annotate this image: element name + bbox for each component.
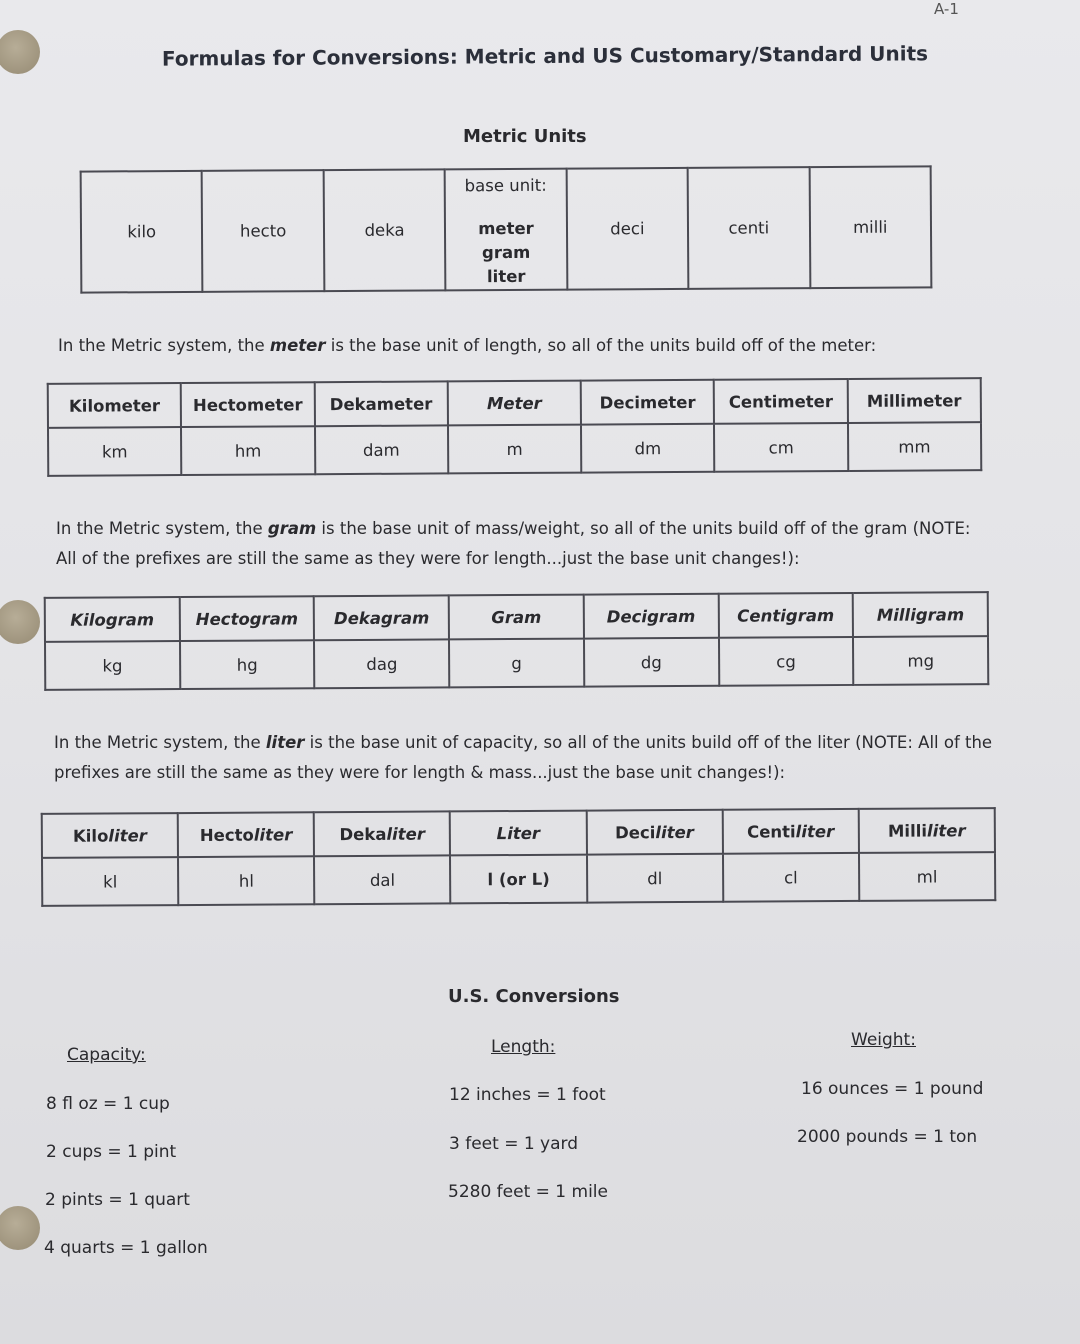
prefix-cell: deci — [566, 168, 688, 290]
unit-name: Centimeter — [714, 379, 848, 424]
unit-abbr: l (or L) — [450, 855, 586, 904]
unit-abbr: dal — [314, 855, 450, 904]
unit-name: Kiloliter — [42, 813, 178, 858]
unit-name: Deciliter — [586, 810, 722, 855]
length-item: 12 inches = 1 foot — [449, 1085, 606, 1105]
binder-hole-top — [0, 30, 40, 74]
unit-name: Dekagram — [314, 595, 449, 640]
base-unit-liter: liter — [486, 266, 526, 287]
unit-name: Millimeter — [847, 378, 981, 423]
unit-abbr: kl — [42, 857, 178, 906]
us-conversions-heading: U.S. Conversions — [448, 986, 620, 1007]
unit-abbr: m — [448, 425, 582, 474]
binder-hole-bottom — [0, 1206, 40, 1250]
unit-abbr: g — [449, 639, 584, 688]
unit-abbr: hl — [178, 856, 314, 905]
length-intro: In the Metric system, the meter is the base unit of length, so all of the units build off of the meter: — [58, 336, 877, 355]
weight-item: 2000 pounds = 1 ton — [797, 1127, 978, 1147]
unit-abbr: dl — [587, 854, 723, 903]
unit-name: Decigram — [584, 594, 719, 639]
capacity-item: 8 fl oz = 1 cup — [46, 1094, 170, 1114]
weight-label: Weight: — [851, 1030, 916, 1050]
prefix-cell: centi — [688, 167, 810, 289]
capacity-table — [41, 807, 997, 907]
unit-name: Decimeter — [581, 380, 715, 425]
unit-name: Hectometer — [181, 382, 315, 427]
mass-intro: In the Metric system, the gram is the base unit of mass/weight, so all of the units build off of the gram (NOTE: All of the prefixes are still the same as they were for length...just the base unit changes!): — [56, 519, 971, 568]
base-unit-label: base unit: — [464, 175, 547, 196]
unit-abbr: ml — [859, 852, 995, 901]
unit-name: Kilogram — [45, 597, 180, 642]
unit-name: Dekaliter — [314, 811, 450, 856]
unit-name: Milliliter — [859, 808, 995, 853]
weight-item: 16 ounces = 1 pound — [801, 1079, 984, 1099]
binder-hole-middle — [0, 600, 40, 644]
length-item: 5280 feet = 1 mile — [448, 1182, 608, 1202]
prefix-cell: hecto — [202, 170, 324, 292]
unit-name: Kilometer — [48, 383, 182, 428]
capacity-item: 4 quarts = 1 gallon — [44, 1238, 208, 1258]
unit-name: Gram — [449, 595, 584, 640]
prefix-cell: deka — [323, 169, 445, 291]
unit-abbr: dam — [315, 425, 449, 474]
unit-abbr: mg — [853, 636, 988, 685]
unit-name: Milligram — [853, 592, 988, 637]
base-unit-cell — [445, 169, 567, 291]
mass-table — [44, 591, 990, 691]
page-label: A-1 — [934, 0, 959, 18]
page-title: Formulas for Conversions: Metric and US Customary/Standard Units — [161, 41, 929, 71]
unit-abbr: kg — [45, 641, 180, 690]
capacity-item: 2 pints = 1 quart — [45, 1190, 190, 1210]
metric-units-heading: Metric Units — [463, 126, 587, 147]
unit-abbr: cl — [723, 853, 859, 902]
unit-name: Dekameter — [314, 381, 448, 426]
unit-name: Meter — [448, 381, 582, 426]
base-unit-gram: gram — [481, 242, 531, 263]
unit-abbr: dg — [584, 638, 719, 687]
unit-name: Hectogram — [179, 596, 314, 641]
unit-name: Liter — [450, 811, 586, 856]
prefix-cell: milli — [809, 166, 931, 288]
unit-abbr: mm — [848, 422, 982, 471]
unit-abbr: hm — [181, 426, 315, 475]
unit-abbr: dm — [581, 424, 715, 473]
unit-abbr: dag — [314, 639, 449, 688]
unit-abbr: cm — [714, 423, 848, 472]
length-table — [47, 377, 983, 477]
length-label: Length: — [491, 1037, 556, 1057]
unit-abbr: cg — [718, 637, 853, 686]
capacity-intro: In the Metric system, the liter is the base unit of capacity, so all of the units build off of the liter (NOTE: All of the prefixes are still the same as they were for length & mass...just the base unit changes!): — [54, 733, 993, 782]
capacity-label: Capacity: — [67, 1045, 146, 1065]
metric-prefix-table — [80, 165, 933, 293]
capacity-item: 2 cups = 1 pint — [46, 1142, 177, 1162]
length-item: 3 feet = 1 yard — [449, 1134, 579, 1154]
unit-name: Centiliter — [722, 809, 858, 854]
prefix-cell: kilo — [81, 171, 203, 293]
unit-name: Centigram — [718, 593, 853, 638]
unit-abbr: km — [48, 427, 182, 476]
unit-abbr: hg — [180, 640, 315, 689]
base-unit-meter: meter — [478, 218, 534, 239]
unit-name: Hectoliter — [178, 812, 314, 857]
